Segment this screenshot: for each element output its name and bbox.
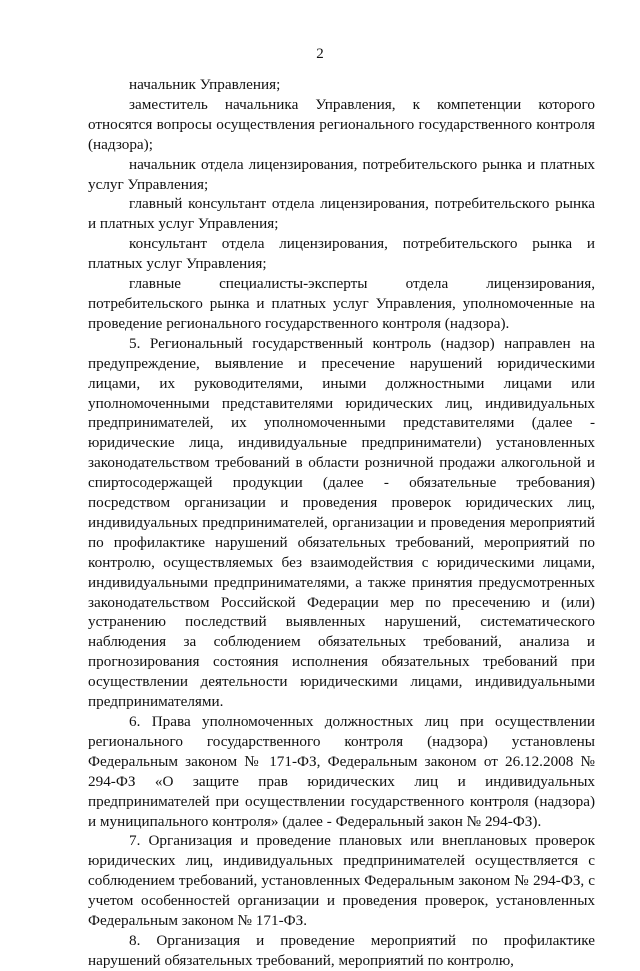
paragraph-clause-5: 5. Региональный государственный контроль (надзор) направлен на предупреждение, выявление и пресечение нарушений юридическими лицами, их руководителями, иными должностными лицами или уполномоченными представителями юридических лиц, индивидуальных предпринимателей, их уполномоченными представителями (далее - юридические лица, индивидуальные предприниматели) установленных законодательством требований в области розничной продажи алкогольной и спиртосодержащей продукции (далее - обязательные требования) посредством организации и проведения проверок юридических лиц, индивидуальных предпринимателей, организации и проведения мероприятий по профилактике нарушений обязательных требований, мероприятий по контролю, осуществляемых без взаимодействия с юридическими лицами, индивидуальными предпринимателями, а также принятия предусмотренных законодательством Российской Федерации мер по пресечению и (или) устранению последствий выявленных нарушений, систематического наблюдения за соблюдением обязательных требований, анализа и прогнозирования состояния исполнения обязательных требований при осуществлении деятельности юридическими лицами, индивидуальными предпринимателями. [88, 334, 595, 711]
paragraph-chief-consultant: главный консультант отдела лицензирования, потребительского рынка и платных услуг Управления; [88, 195, 595, 233]
paragraph-deputy-head: заместитель начальника Управления, к компетенции которого относятся вопросы осуществления регионального государственного контроля (надзора); [88, 95, 595, 153]
paragraph-clause-6: 6. Права уполномоченных должностных лиц при осуществлении регионального государственного контроля (надзора) установлены Федеральным законом № 171-ФЗ, Федеральным законом от 26.12.2008 № 294-ФЗ «О защите прав юридических лиц и индивидуальных предпринимателей при осуществлении государственного контроля (надзора) и муниципального контроля» (далее - Федеральный закон № 294-ФЗ). [88, 713, 595, 830]
paragraph-consultant: консультант отдела лицензирования, потребительского рынка и платных услуг Управления; [88, 235, 595, 273]
paragraph-clause-7: 7. Организация и проведение плановых или внеплановых проверок юридических лиц, индивидуальных предпринимателей осуществляется с соблюдением требований, установленных Федеральным законом № 294-ФЗ, с учетом особенностей организации и проведения проверок, установленных Федеральным законом № 171-ФЗ. [88, 832, 595, 930]
paragraph-chief-specialists: главные специалисты-эксперты отдела лицензирования, потребительского рынка и платных услуг Управления, уполномоченные на проведение регионального государственного контроля (надзора). [88, 275, 595, 332]
page-number: 2 [316, 46, 324, 62]
paragraph-clause-8: 8. Организация и проведение мероприятий по профилактике нарушений обязательных требований, мероприятий по контролю, [88, 931, 595, 969]
paragraph-head-of-department: начальник Управления; [129, 76, 281, 93]
paragraph-licensing-department-head: начальник отдела лицензирования, потребительского рынка и платных услуг Управления; [88, 155, 595, 193]
document-body [88, 75, 595, 971]
